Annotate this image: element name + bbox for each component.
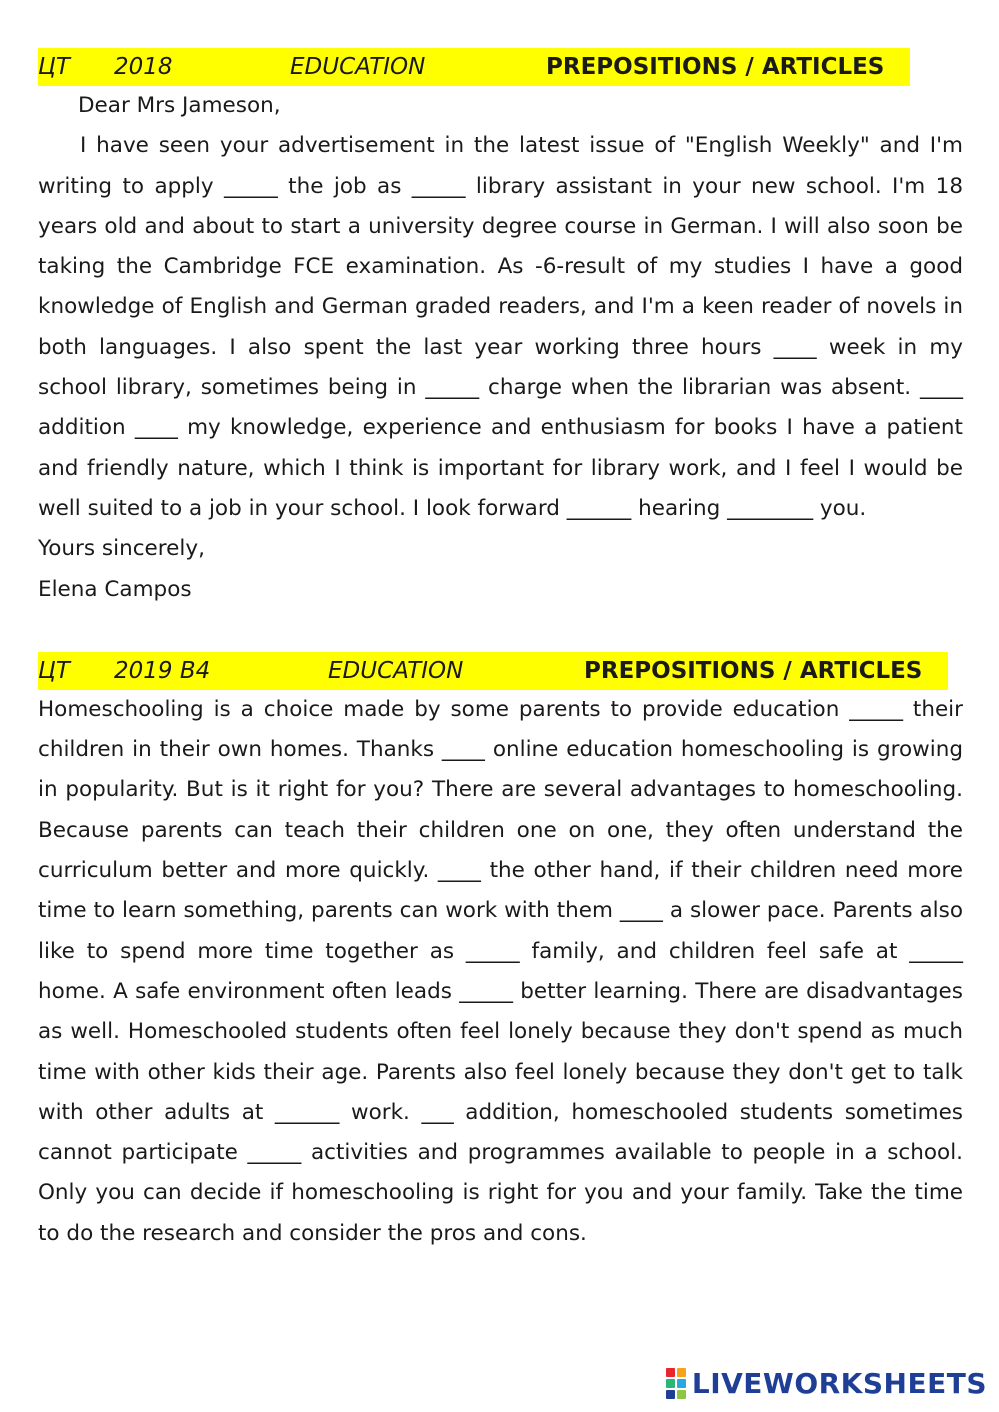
section2-code: ЦТ — [38, 657, 70, 684]
section2-header — [38, 652, 948, 690]
section1-category: PREPOSITIONS / ARTICLES — [546, 54, 885, 80]
letter-body: I have seen your advertisement in the latest issue of "English Weekly" and I'm writing to apply _____ the job as _____ library assistant in your new school. I'm 18 years old and about to start a university degree course in German. I will also soon be taking the Cambridge FCE examination. As -6-result of my studies I have a good knowledge of English and German graded readers, and I'm a keen reader of novels in both languages. I also spent the last year working three hours ____ week in my school library, sometimes being in _____ charge when the librarian was absent. ____ addition ____ my knowledge, experience and enthusiasm for books I have a patient and friendly nature, which I think is important for library work, and I feel I would be well suited to a job in your school. I look forward ______ hearing ________ you. — [38, 133, 963, 521]
worksheet-page — [38, 48, 963, 1254]
section2-category: PREPOSITIONS / ARTICLES — [584, 657, 923, 684]
homeschooling-text: Homeschooling is a choice made by some parents to provide education _____ their children in their own homes. Thanks ____ online education homeschooling is growing in popularity. But is it right for you? There are several advantages to homeschooling. Because parents can teach their children one on one, they often understand the curriculum better and more quickly. ____ the other hand, if their children need more time to learn something, parents can work with them ____ a slower pace. Parents also like to spend more time together as _____ family, and children feel safe at _____ home. A safe environment often leads _____ better learning. There are disadvantages as well. Homeschooled students often feel lonely because they don't spend as much time with other kids their age. Parents also feel lonely because they don't get to talk with other adults at ______ work. ___ addition, homeschooled students sometimes cannot participate _____ activities and programmes available to people in a school. Only you can decide if homeschooling is right for you and your family. Take the time to do the research and consider the pros and cons. — [38, 696, 963, 1246]
section1-header — [38, 48, 910, 86]
section1-topic: EDUCATION — [290, 54, 426, 80]
section1-code: ЦТ — [38, 54, 70, 80]
liveworksheets-logo — [666, 1367, 987, 1400]
section1-year: 2018 — [114, 54, 173, 80]
logo-text: LIVEWORKSHEETS — [691, 1367, 987, 1400]
letter-signature: Elena Campos — [38, 576, 192, 602]
section2-year: 2019 B4 — [114, 657, 211, 684]
letter-greeting: Dear Mrs Jameson, — [78, 93, 281, 118]
section2-topic: EDUCATION — [328, 657, 464, 684]
letter-closing: Yours sincerely, — [38, 536, 205, 562]
liveworksheets-logo-icon — [666, 1368, 686, 1399]
